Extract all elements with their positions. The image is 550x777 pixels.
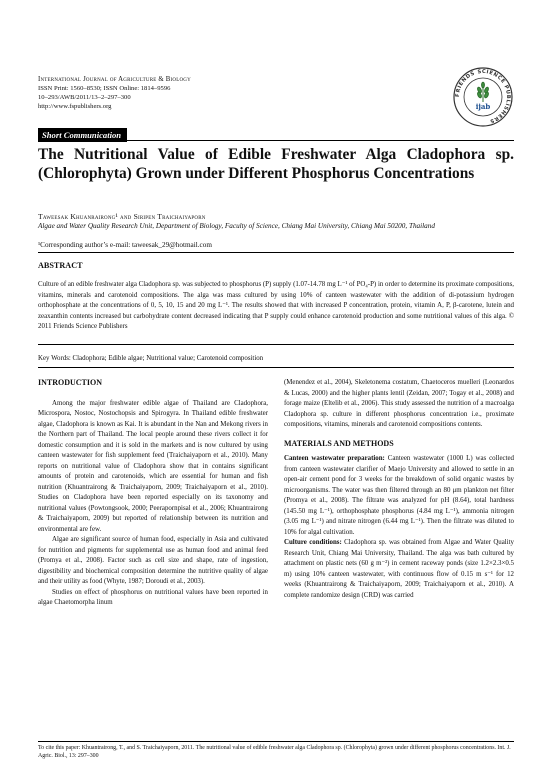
divider [38, 252, 514, 253]
left-column [38, 378, 268, 609]
introduction-heading: INTRODUCTION [38, 378, 103, 387]
intro-paragraph-3: Studies on effect of phosphorus on nutritional values have been reported in algae Chaetomorpha linum [38, 588, 268, 606]
paper-title: The Nutritional Value of Edible Freshwater Alga Cladophora sp. (Chlorophyta) Grown under Different Phosphorus Concentrations [38, 146, 514, 182]
journal-issn: ISSN Print: 1560–8530; ISSN Online: 1814–9596 [38, 85, 171, 92]
journal-url[interactable]: http://www.fspublishers.org [38, 103, 112, 110]
abstract-heading: ABSTRACT [38, 261, 83, 270]
citation-footer: To cite this paper: Khuantrairong, T., and S. Traichaiyaporn, 2011. The nutritional value of edible freshwater alga Cladophora sp. (Chlorophyta) grown under different phosphorus concentrations. Int. J. Agric. Biol., 13: 297–300 [38, 745, 511, 760]
abstract-text: Culture of an edible freshwater alga Cladophora sp. was subjected to phosphorus (P) supply (1.07-14.78 mg L⁻¹ of PO₄-P) in order to determine its proximate compositions, vitamins, minerals and carotenoid compositions. The alga was mass cultured by using 10% of canteen wastewater with the addition of di-potassium hydrogen orthophosphate at the concentrations of 0, 5, 10, 15 and 20 mg L⁻¹. The results showed that with increased P concentration, protein, vitamin A, P, β-carotene, lutein and zeaxanthin contents increased but carbohydrate content decreased indicating that P supply could enhance carotenoid production and some nutritional values of this alga. © 2011 Friends Science Publishers [38, 281, 515, 331]
canteen-label: Canteen wastewater preparation: [284, 455, 385, 462]
article-type-badge: Short Communication [38, 128, 127, 142]
journal-header [38, 75, 338, 111]
journal-doi: 10–293/AWB/2011/13–2–297–300 [38, 94, 131, 101]
divider [38, 367, 514, 368]
methods-heading: MATERIALS AND METHODS [284, 438, 394, 448]
divider [38, 344, 514, 345]
paper-authors: Taweesak Khuanrairong¹ and Siripen Traichaiyaporn [38, 212, 206, 221]
logo-text: ijab [475, 102, 491, 111]
publisher-logo-icon [452, 66, 514, 128]
culture-label: Culture conditions: [284, 539, 342, 546]
keywords: Key Words: Cladophora; Edible algae; Nutritional value; Carotenoid composition [38, 355, 264, 362]
footer-rule [38, 741, 514, 742]
intro-paragraph-1: Among the major freshwater edible algae of Thailand are Cladophora, Microspora, Nostoc, Nostochopsis and Spirogyra. In Thailand edible freshwater algae, Cladophora is known as Kai. It is abundant in the Nan and Mekong rivers in the Northern part of Thailand. The local people around these rivers collect it for domestic consumption and it is sold in the markets and is now cultured by using canteen wastewater for fish supplement feed (Traichaiyaporn et al., 2010). Many reports on nutritional value of Cladophora show that in contains significant amounts of protein and carotenoids, which are essential for human and fish nutrition (Khuantrairong & Traichaiyaporn, 2009; Traichaiyaporn et al., 2010). Studies on Cladophora have been reported especially on its taxonomy and nutritional values (Powtongsook, 2000; Peerapornpisal et al., 2006; Khuantrairong & Traichaiyaporn, 2009) but reported of relationship between its nutrition and environmental are few. [38, 399, 268, 533]
header-rule [38, 140, 514, 141]
intro-continued-paragraph: (Menendez et al., 2004), Skeletonema costatum, Chaetoceros muelleri (Leonardos & Lucas, 2000) and the higher plants lentil (Zeidan, 2007; Togay et al., 2008) and forage maize (Eltelib et al., 2006). This study assessed the nutrition of a macroalga Cladophora sp. culture in different phosphorus concentration i.e., proximate compositions, vitamins, minerals and carotenoid compositions contents. [284, 379, 514, 428]
journal-name: International Journal of Agriculture & Biology [38, 76, 191, 83]
culture-paragraph [284, 538, 514, 601]
canteen-paragraph [284, 454, 514, 538]
intro-paragraph-2: Algae are significant source of human food, especially in Asia and cultivated for nutrition and pigments for supplemental use as human food and animal feed (Promya et al., 2008). Factor such as cell size and shape, rate of ingestion, digestibility and biochemical composition determine the nutritive quality of algae and their utility as food (Whyte, 1987; Doroudi et al., 2003). [38, 536, 268, 585]
canteen-text: Canteen wastewater (1000 L) was collected from canteen wastewater clarifier of Maejo University and allowed to settle in an open-air cement pond for 3 weeks for the breakdown of solid organic wastes by microorganisms. The water was then filtered through an 80 μm plankton net filter (Promya et al., 2008). The filtrate was analyzed for pH (8.64), total hardness (145.50 mg L⁻¹), orthophosphate phosphorus (4.84 mg L⁻¹), ammonia nitrogen (3.05 mg L⁻¹) and nitrate nitrogen (6.44 mg L⁻¹). Then the filtrate was diluted to 10% for algal cultivation. [284, 455, 514, 536]
author-affiliation: Algae and Water Quality Research Unit, Department of Biology, Faculty of Science, Chiang Mai University, Chiang Mai 50200, Thailand [38, 222, 435, 230]
logo-ring-text: FRIENDS SCIENCE PUBLISHERS [454, 68, 512, 125]
corresponding-author: ¹Corresponding author’s e-mail: taweesak_29@hotmail.com [38, 241, 212, 249]
culture-text: Cladophora sp. was obtained from Algae and Water Quality Research Unit, Chiang Mai University, Thailand. The alga was bath cultured by attachment on plastic nets (60 g m⁻²) in cement raceway ponds (size 1.2×2.3×0.5 m) using 10% canteen wastewater, with continuous flow of 0.15 m s⁻¹ for 12 weeks (Khuantrairong & Traichaiyaporn, 2009; Traichaiyaporn et al., 2010). A complete randomize design (CRD) was carried [284, 539, 514, 599]
right-column [284, 378, 514, 601]
